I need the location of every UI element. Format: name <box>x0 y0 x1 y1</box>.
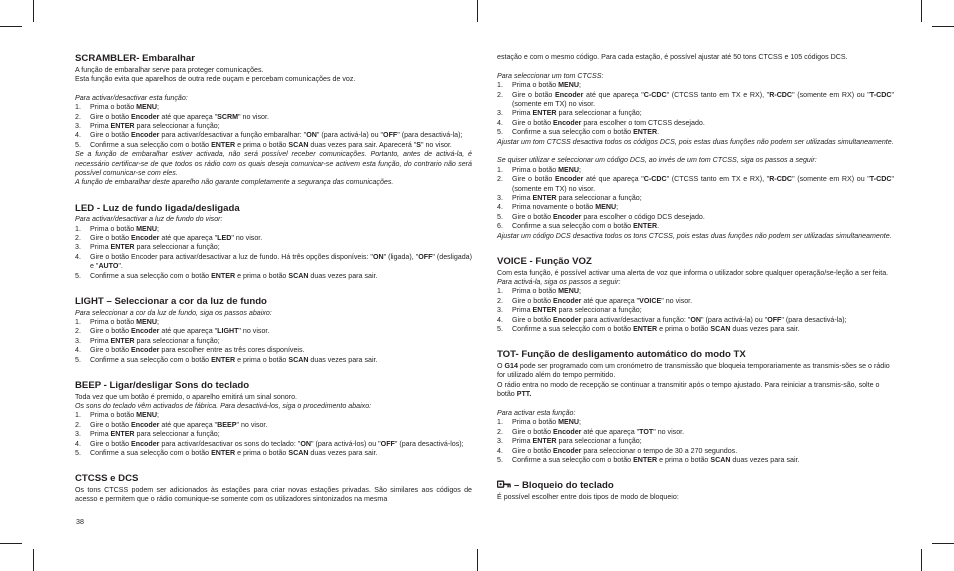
step-number: 5. <box>75 355 81 364</box>
step-item: 1. Prima o botão MENU; <box>75 103 160 112</box>
step-item: 5. Confirme a sua selecção com o botão ENTER e prima o botão SCAN duas vezes para sair. <box>75 271 378 280</box>
beep-section <box>75 380 472 458</box>
tot-section <box>497 349 894 465</box>
step-number: 5. <box>75 140 81 149</box>
step-number: 3. <box>75 336 81 345</box>
left-column <box>75 0 472 505</box>
step-number: 3. <box>497 306 503 315</box>
right-column <box>497 0 894 502</box>
step-number: 2. <box>497 427 503 436</box>
step-item: 2. Gire o botão Encoder até que apareça "C-CDC" (CTCSS tanto em TX e RX), "R-CDC" (somente em RX) ou "T-CDC" (somente em TX) no visor. <box>497 175 895 193</box>
scrambler-intro-1: A função de embaralhar serve para proteger comunicações. <box>75 65 264 74</box>
step-number: 1. <box>75 103 81 112</box>
step-number: 2. <box>75 420 81 429</box>
step-item: 5. Confirme a sua selecção com o botão ENTER e prima o botão SCAN duas vezes para sair. <box>497 325 800 334</box>
step-number: 5. <box>75 448 81 457</box>
step-number: 4. <box>75 252 81 261</box>
step-number: 4. <box>75 131 81 140</box>
ctcss-section <box>75 473 472 504</box>
beep-procedure-label: Os sons do teclado vêm activados de fábrica. Para desactivá-los, siga o procedimento abaixo: <box>75 401 372 410</box>
ctcss-title: CTCSS e DCS <box>75 473 139 485</box>
step-number: 5. <box>497 325 503 334</box>
tot-procedure-label: Para activar esta função: <box>497 408 576 417</box>
step-item: 1. Prima o botão MENU; <box>497 287 582 296</box>
step-item: 5. Gire o botão Encoder para escolher o código DCS desejado. <box>497 212 705 221</box>
step-number: 1. <box>497 287 503 296</box>
step-item: 5. Confirme a sua selecção com o botão ENTER e prima o botão SCAN duas vezes para sair. <box>497 455 800 464</box>
step-item: 1. Prima o botão MENU; <box>75 224 160 233</box>
ctcss-steps <box>497 81 894 137</box>
step-number: 1. <box>75 318 81 327</box>
step-number: 1. <box>497 165 503 174</box>
step-item: 2. Gire o botão Encoder até que apareça "VOICE" no visor. <box>497 296 693 305</box>
step-item: 1. Prima o botão MENU; <box>497 165 582 174</box>
step-item: 2. Gire o botão Encoder até que apareça "SCRM" no visor. <box>75 112 269 121</box>
step-number: 3. <box>497 437 503 446</box>
step-item: 5. Confirme a sua selecção com o botão ENTER e prima o botão SCAN duas vezes para sair. Aparecerá "S" no visor. <box>75 140 452 149</box>
step-number: 3. <box>75 430 81 439</box>
step-item: 2. Gire o botão Encoder até que apareça "C-CDC" (CTCSS tanto em TX e RX), "R-CDC" (somente em RX) ou "T-CDC" (somente em TX) no visor. <box>497 90 895 109</box>
dcs-steps <box>497 166 894 232</box>
scrambler-section <box>75 53 472 188</box>
step-number: 5. <box>75 271 81 280</box>
keylock-intro: É possível escolher entre dois tipos de modo de bloqueio: <box>497 492 679 501</box>
beep-intro: Toda vez que um botão é premido, o aparelho emitirá um sinal sonoro. <box>75 392 298 401</box>
step-item: 3. Prima ENTER para seleccionar a função; <box>497 437 642 446</box>
step-number: 2. <box>497 90 503 99</box>
step-item: 3. Prima ENTER para seleccionar a função; <box>497 194 642 203</box>
tot-intro: O G14 pode ser programado com um cronómetro de transmissão que bloqueia temporariamente as transmis-sões se o rádio for utilizado além do tempo permitido. <box>497 361 890 380</box>
scrambler-steps <box>75 103 472 150</box>
step-item: 4. Gire o botão Encoder para activar/desactivar a luz de fundo. Há três opções disponíveis: "ON" (ligada), "OFF" (desligada) e "AUTO". <box>75 252 472 271</box>
step-number: 2. <box>75 112 81 121</box>
step-number: 1. <box>75 224 81 233</box>
step-item: 2. Gire o botão Encoder até que apareça "LIGHT" no visor. <box>75 327 270 336</box>
step-item: 1. Prima o botão MENU; <box>497 418 582 427</box>
dcs-procedure-label: Se quiser utilizar e seleccionar um código DCS, ao invés de um tom CTCSS, siga os passos a seguir: <box>497 156 817 165</box>
step-item: 3. Prima ENTER para seleccionar a função; <box>75 121 220 130</box>
led-steps <box>75 225 472 281</box>
step-number: 4. <box>75 439 81 448</box>
step-item: 4. Gire o botão Encoder para escolher entre as três cores disponíveis. <box>75 346 305 355</box>
step-item: 2. Gire o botão Encoder até que apareça "LED" no visor. <box>75 234 263 243</box>
step-item: 5. Confirme a sua selecção com o botão ENTER. <box>497 128 660 137</box>
voice-steps <box>497 287 894 334</box>
voice-procedure-label: Para activá-la, siga os passos a seguir: <box>497 278 621 286</box>
step-number: 3. <box>75 121 81 130</box>
scrambler-note: Se a função de embaralhar estiver activada, não será possível receber comunicações. Portanto, antes de activá-la, é necessário certificar-se de que todos os rádio com os quais deseja comunicar-se activem esta função, do contrario não será possível comunicar-se com eles. <box>75 150 472 177</box>
page-number: 38 <box>76 518 84 526</box>
beep-title: BEEP - Ligar/desligar Sons do teclado <box>75 380 250 392</box>
beep-steps <box>75 411 472 458</box>
step-number: 5. <box>497 455 503 464</box>
voice-section <box>497 256 894 334</box>
step-item: 2. Gire o botão Encoder até que apareça "BEEP" no visor. <box>75 420 268 429</box>
key-icon <box>497 480 511 489</box>
ctcss-procedure-label: Para seleccionar um tom CTCSS: <box>497 71 604 80</box>
step-number: 4. <box>497 446 503 455</box>
voice-intro: Com esta função, é possível activar uma alerta de voz que informa o utilizador sobre qualquer operação/se-leção a ser feita. <box>497 268 889 277</box>
light-title: LIGHT – Seleccionar a cor da luz de fundo <box>75 296 267 308</box>
step-item: 3. Prima ENTER para seleccionar a função; <box>75 430 220 439</box>
step-number: 1. <box>75 411 81 420</box>
ctcss-continuation: estação e com o mesmo código. Para cada estação, é possível ajustar até 50 tons CTCSS e 105 códigos DCS. <box>497 53 848 61</box>
step-number: 2. <box>497 296 503 305</box>
dcs-select-section <box>497 156 894 241</box>
step-number: 2. <box>75 234 81 243</box>
keylock-section <box>497 480 894 502</box>
tot-intro-2: O rádio entra no modo de recepção se continuar a transmitir após o tempo ajustado. Para reiniciar a transmis-são, solte o botão PTT. <box>497 380 880 399</box>
step-number: 6. <box>497 222 503 231</box>
step-number: 2. <box>75 327 81 336</box>
step-item: 6. Confirme a sua selecção com o botão ENTER. <box>497 222 660 231</box>
step-number: 4. <box>497 118 503 127</box>
step-number: 1. <box>497 81 503 90</box>
step-number: 4. <box>497 203 503 212</box>
ctcss-note: Ajustar um tom CTCSS desactiva todos os códigos DCS, pois estas duas funções não podem ser utilizadas simultaneamente. <box>497 137 894 146</box>
step-number: 4. <box>497 315 503 324</box>
led-section <box>75 203 472 281</box>
step-item: 5. Confirme a sua selecção com o botão ENTER e prima o botão SCAN duas vezes para sair. <box>75 448 378 457</box>
step-number: 5. <box>497 128 503 137</box>
step-item: 4. Gire o botão Encoder para seleccionar o tempo de 30 a 270 segundos. <box>497 446 738 455</box>
step-number: 3. <box>497 194 503 203</box>
step-item: 1. Prima o botão MENU; <box>497 81 582 90</box>
light-procedure-label: Para seleccionar a cor da luz de fundo, siga os passos abaixo: <box>75 308 272 317</box>
scrambler-procedure-label: Para activar/desactivar esta função: <box>75 93 188 102</box>
ctcss-intro: Os tons CTCSS podem ser adicionados às estações para criar novas estações privadas. São similares aos códigos de acesso e permitem que o rádio comunique-se somente com os utilizadores sintonizados na mesma <box>75 485 472 504</box>
step-item: 4. Gire o botão Encoder para escolher o tom CTCSS desejado. <box>497 118 705 127</box>
step-item: 5. Confirme a sua selecção com o botão ENTER e prima o botão SCAN duas vezes para sair. <box>75 355 378 364</box>
step-number: 2. <box>497 175 503 184</box>
step-item: 4. Gire o botão Encoder para activar/desactivar a função embaralhar: "ON" (para activá-la) ou "OFF" (para desactivá-la); <box>75 131 463 140</box>
step-item: 4. Prima novamente o botão MENU; <box>497 203 619 212</box>
step-number: 4. <box>75 346 81 355</box>
step-item: 2. Gire o botão Encoder até que apareça "TOT" no visor. <box>497 427 685 436</box>
scrambler-intro-2: Esta função evita que aparelhos de outra rede ouçam e percebam comunicações de voz. <box>75 74 356 83</box>
led-procedure-label: Para activar/desactivar a luz de fundo do visor: <box>75 215 223 224</box>
step-number: 3. <box>497 109 503 118</box>
step-item: 1. Prima o botão MENU; <box>75 411 160 420</box>
step-item: 3. Prima ENTER para seleccionar a função; <box>75 336 220 345</box>
step-item: 1. Prima o botão MENU; <box>75 318 160 327</box>
keylock-title: – Bloqueio do teclado <box>514 480 614 492</box>
scrambler-note-2: A função de embaralhar deste aparelho não garante completamente a segurança das comunicações. <box>75 178 394 187</box>
ctcss-select-section <box>497 72 894 147</box>
step-item: 3. Prima ENTER para seleccionar a função; <box>75 243 220 252</box>
led-title: LED - Luz de fundo ligada/desligada <box>75 202 240 214</box>
tot-steps <box>497 418 894 465</box>
keylock-heading <box>497 480 894 491</box>
step-item: 3. Prima ENTER para seleccionar a função; <box>497 306 642 315</box>
step-number: 5. <box>497 212 503 221</box>
tot-title: TOT- Função de desligamento automático do modo TX <box>497 349 746 361</box>
step-item: 3. Prima ENTER para seleccionar a função; <box>497 109 642 118</box>
dcs-note: Ajustar um código DCS desactiva todos os tons CTCSS, pois estas duas funções não podem ser utilizadas simultaneamente. <box>497 231 892 240</box>
step-number: 1. <box>497 418 503 427</box>
voice-title: VOICE - Função VOZ <box>497 256 592 268</box>
scrambler-title: SCRAMBLER- Embaralhar <box>75 53 195 64</box>
step-number: 3. <box>75 243 81 252</box>
step-item: 4. Gire o botão Encoder para activar/desactivar os sons do teclado: "ON" (para activá-los) ou "OFF" (para desactivá-los); <box>75 439 464 448</box>
light-steps <box>75 318 472 365</box>
light-section <box>75 296 472 365</box>
step-item: 4. Gire o botão Encoder para activar/desactivar a função: "ON" (para activá-la) ou "OFF" (para desactivá-la); <box>497 315 847 324</box>
